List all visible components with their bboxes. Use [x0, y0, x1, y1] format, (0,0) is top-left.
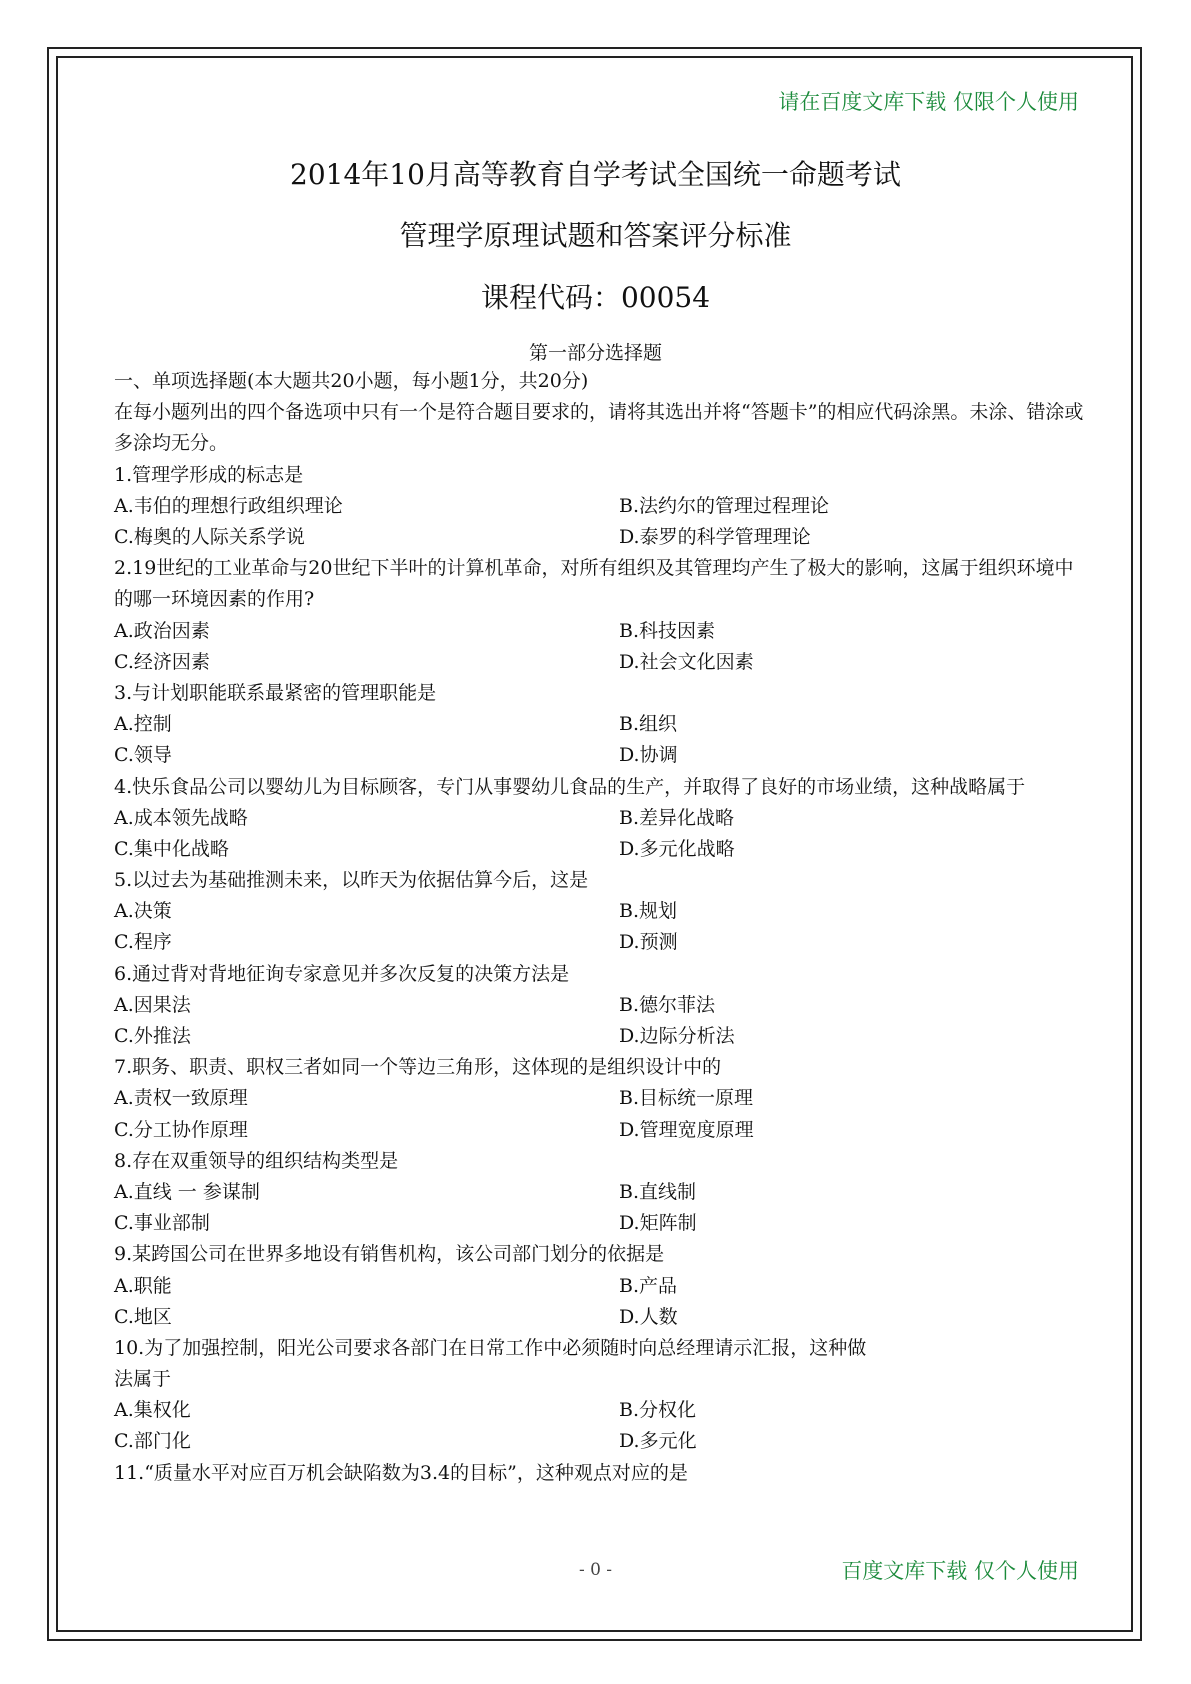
option-row — [114, 1083, 1084, 1114]
question-content — [114, 366, 1084, 1489]
question-stem: 8.存在双重领导的组织结构类型是 — [114, 1149, 399, 1172]
question-stem: 2.19世纪的工业革命与20世纪下半叶的计算机革命，对所有组织及其管理均产生了极大的影响，这属于组织环境中的哪一环境因素的作用? — [114, 557, 1074, 611]
option-d: D.矩阵制 — [619, 1212, 697, 1235]
option-a: A.政治因素 — [114, 619, 210, 642]
option-c: C.领导 — [114, 744, 172, 767]
option-a: A.成本领先战略 — [114, 806, 248, 829]
option-c: C.经济因素 — [114, 650, 210, 673]
option-a: A.职能 — [114, 1274, 172, 1297]
option-d: D.管理宽度原理 — [619, 1118, 754, 1141]
option-row — [114, 1426, 1084, 1457]
option-row — [114, 1395, 1084, 1426]
option-row — [114, 1021, 1084, 1052]
option-b: B.直线制 — [619, 1180, 697, 1203]
option-b: B.差异化战略 — [619, 806, 735, 829]
question-stem: 4.快乐食品公司以婴幼儿为目标顾客，专门从事婴幼儿食品的生产，并取得了良好的市场业绩，这种战略属于 — [114, 775, 1026, 798]
option-b: B.分权化 — [619, 1399, 697, 1422]
watermark-bottom: 百度文库下载 仅个人使用 — [841, 1559, 1079, 1583]
option-row — [114, 647, 1084, 678]
watermark-top: 请在百度文库下载 仅限个人使用 — [778, 90, 1079, 114]
option-a: A.直线 一 参谋制 — [114, 1180, 260, 1203]
option-d: D.多元化 — [619, 1430, 697, 1453]
option-a: A.责权一致原理 — [114, 1087, 248, 1110]
option-b: B.规划 — [619, 900, 678, 923]
question-stem: 6.通过背对背地征询专家意见并多次反复的决策方法是 — [114, 962, 570, 985]
option-row — [114, 1115, 1084, 1146]
question-stem: 10.为了加强控制，阳光公司要求各部门在日常工作中必须随时向总经理请示汇报，这种做 — [114, 1336, 867, 1359]
section-heading: 第一部分选择题 — [528, 342, 662, 364]
option-c: C.程序 — [114, 931, 172, 954]
option-d: D.泰罗的科学管理理论 — [619, 525, 811, 548]
option-b: B.法约尔的管理过程理论 — [619, 494, 830, 517]
question-stem: 7.职务、职责、职权三者如同一个等边三角形，这体现的是组织设计中的 — [114, 1056, 722, 1079]
option-row — [114, 834, 1084, 865]
option-row — [114, 491, 1084, 522]
option-c: C.集中化战略 — [114, 837, 229, 860]
option-row — [114, 803, 1084, 834]
instructions: 在每小题列出的四个备选项中只有一个是符合题目要求的，请将其选出并将“答题卡”的相应代码涂黑。未涂、错涂或多涂均无分。 — [114, 401, 1084, 455]
page-number: - 0 - — [578, 1560, 613, 1580]
option-a: A.决策 — [114, 900, 172, 923]
option-b: B.组织 — [619, 713, 678, 736]
option-d: D.社会文化因素 — [619, 650, 754, 673]
option-b: B.科技因素 — [619, 619, 716, 642]
exam-title: 2014年10月高等教育自学考试全国统一命题考试 — [290, 158, 901, 191]
option-a: A.集权化 — [114, 1399, 191, 1422]
option-row — [114, 1271, 1084, 1302]
option-row — [114, 896, 1084, 927]
option-d: D.人数 — [619, 1305, 678, 1328]
option-a: A.控制 — [114, 713, 172, 736]
option-c: C.梅奥的人际关系学说 — [114, 525, 305, 548]
option-c: C.部门化 — [114, 1430, 191, 1453]
option-c: C.外推法 — [114, 1025, 191, 1048]
option-row — [114, 1208, 1084, 1239]
option-d: D.协调 — [619, 744, 678, 767]
exam-subtitle: 管理学原理试题和答案评分标准 — [399, 219, 792, 252]
question-stem: 1.管理学形成的标志是 — [114, 463, 304, 486]
course-code: 课程代码：00054 — [480, 281, 711, 314]
option-b: B.产品 — [619, 1274, 678, 1297]
question-stem: 5.以过去为基础推测未来，以昨天为依据估算今后，这是 — [114, 869, 589, 892]
option-row — [114, 616, 1084, 647]
option-c: C.事业部制 — [114, 1212, 210, 1235]
part-heading: 一、单项选择题(本大题共20小题，每小题1分，共20分) — [114, 370, 589, 392]
option-d: D.多元化战略 — [619, 837, 735, 860]
option-row — [114, 709, 1084, 740]
option-b: B.目标统一原理 — [619, 1087, 754, 1110]
question-stem: 3.与计划职能联系最紧密的管理职能是 — [114, 681, 437, 704]
option-d: D.边际分析法 — [619, 1025, 735, 1048]
option-b: B.德尔菲法 — [619, 993, 716, 1016]
option-row — [114, 740, 1084, 771]
option-row — [114, 1177, 1084, 1208]
option-a: A.因果法 — [114, 993, 191, 1016]
question-stem-continued: 法属于 — [114, 1368, 172, 1391]
option-row — [114, 990, 1084, 1021]
option-d: D.预测 — [619, 931, 678, 954]
option-c: C.分工协作原理 — [114, 1118, 248, 1141]
question-stem: 11.“质量水平对应百万机会缺陷数为3.4的目标”，这种观点对应的是 — [114, 1461, 688, 1484]
option-c: C.地区 — [114, 1305, 172, 1328]
option-row — [114, 1302, 1084, 1333]
option-row — [114, 522, 1084, 553]
question-stem: 9.某跨国公司在世界多地设有销售机构，该公司部门划分的依据是 — [114, 1243, 665, 1266]
option-row — [114, 927, 1084, 958]
option-a: A.韦伯的理想行政组织理论 — [114, 494, 343, 517]
